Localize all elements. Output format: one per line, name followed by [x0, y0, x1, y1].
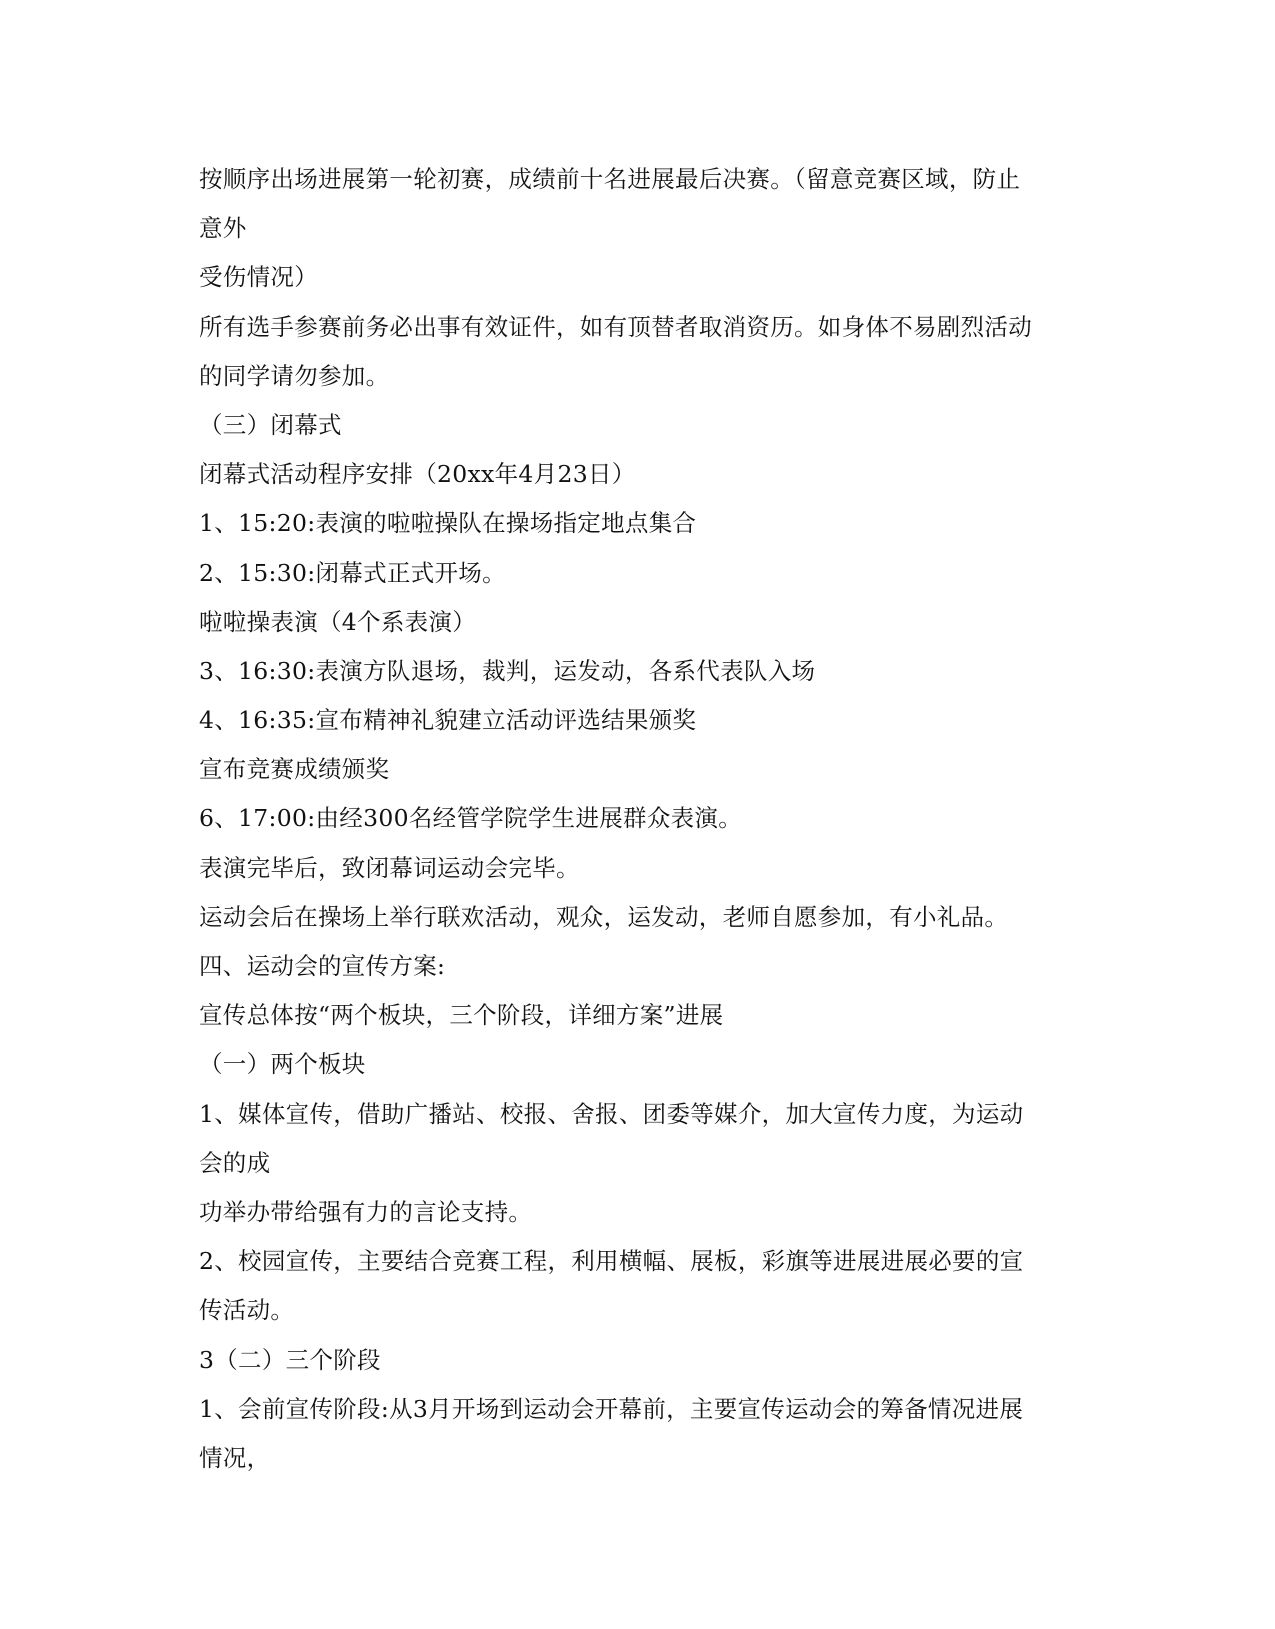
text-line: 表演完毕后，致闭幕词运动会完毕。: [199, 853, 580, 882]
section-heading: 四、运动会的宣传方案:: [199, 952, 446, 980]
text-line: 情况，: [199, 1443, 271, 1472]
text-line: 受伤情况）: [199, 263, 318, 292]
list-item: 1、15:20:表演的啦啦操队在操场指定地点集合: [199, 509, 697, 538]
section-heading: 3（二）三个阶段: [199, 1345, 381, 1374]
list-item: 4、16:35:宣布精神礼貌建立活动评选结果颁奖: [199, 706, 697, 735]
list-item: 2、校园宣传，主要结合竞赛工程，利用横幅、展板，彩旗等进展进展必要的宣: [199, 1247, 1024, 1276]
section-heading: （三）闭幕式: [199, 410, 342, 439]
list-item: 1、媒体宣传，借助广播站、校报、舍报、团委等媒介，加大宣传力度，为运动: [199, 1099, 1024, 1128]
document-body: [199, 155, 1079, 1483]
text-line: 宣布竞赛成绩颁奖: [199, 755, 390, 784]
text-line: 啦啦操表演（4个系表演）: [199, 607, 477, 636]
text-line: 宣传总体按“两个板块，三个阶段，详细方案”进展: [199, 1001, 724, 1030]
text-line: 的同学请勿参加。: [199, 361, 390, 390]
section-heading: （一）两个板块: [199, 1050, 366, 1079]
list-item: 2、15:30:闭幕式正式开场。: [199, 558, 506, 587]
text-line: 传活动。: [199, 1296, 295, 1325]
text-line: 闭幕式活动程序安排（20xx年4月23日）: [199, 460, 636, 489]
text-line: 功举办带给强有力的言论支持。: [199, 1197, 533, 1226]
text-line: 意外: [199, 214, 247, 243]
text-line: 会的成: [199, 1148, 271, 1177]
text-line: 按顺序出场进展第一轮初赛，成绩前十名进展最后决赛。（留意竞赛区域，防止: [199, 165, 1021, 193]
list-item: 6、17:00:由经300名经管学院学生进展群众表演。: [199, 804, 743, 833]
text-line: 所有选手参赛前务必出事有效证件，如有顶替者取消资历。如身体不易剧烈活动: [199, 312, 1032, 341]
list-item: 1、会前宣传阶段:从3月开场到运动会开幕前，主要宣传运动会的筹备情况进展: [199, 1394, 1024, 1423]
text-line: 运动会后在操场上举行联欢活动，观众，运发动，老师自愿参加，有小礼品。: [199, 902, 1009, 931]
list-item: 3、16:30:表演方队退场，裁判，运发动，各系代表队入场: [199, 656, 816, 685]
